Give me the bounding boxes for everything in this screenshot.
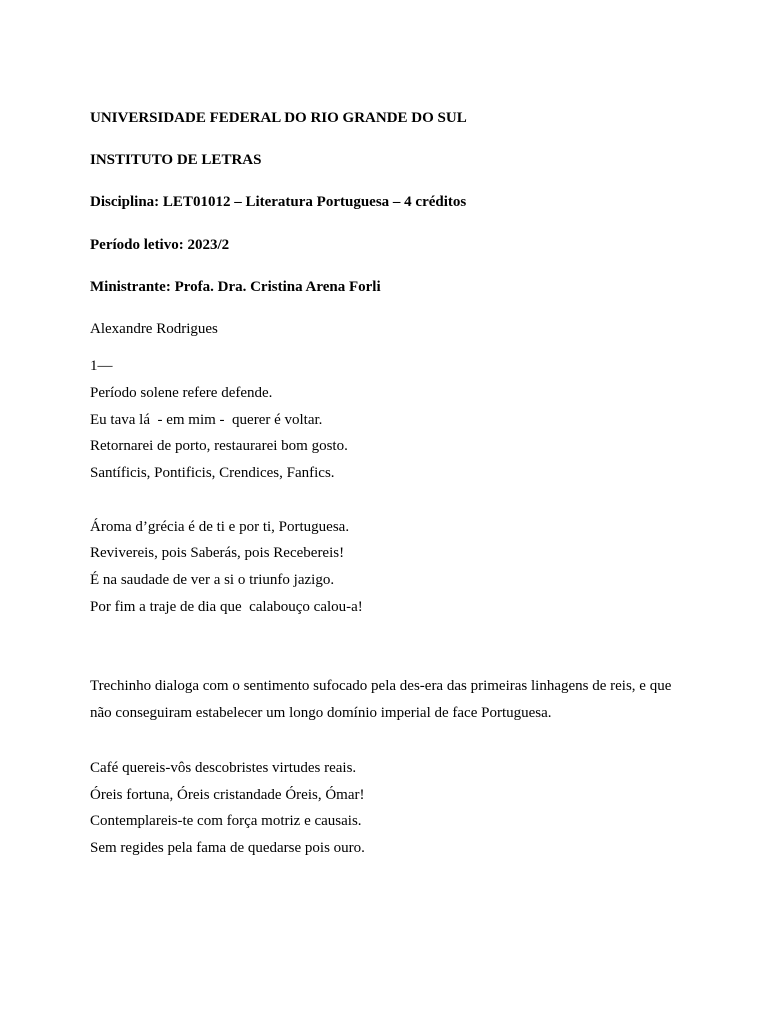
commentary-paragraph: Trechinho dialoga com o sentimento sufocado pela des-era das primeiras linhagens de reis, e que não conseguiram estabelecer um longo domínio imperial de face Portuguesa.: [90, 678, 672, 721]
period-line: Período letivo: 2023/2: [90, 237, 230, 253]
poem-number: 1—: [90, 358, 113, 374]
poem1-stanza1-line: Retornarei de porto, restaurarei bom gosto.: [90, 438, 348, 454]
poem1-stanza2-line: Por fim a traje de dia que calabouço calou-a!: [90, 599, 363, 615]
poem1-stanza2-line: É na saudade de ver a si o triunfo jazigo.: [90, 572, 335, 588]
poem1-stanza1-line: Período solene refere defende.: [90, 385, 273, 401]
discipline-line: Disciplina: LET01012 – Literatura Portuguesa – 4 créditos: [90, 194, 467, 210]
poem2-stanza1-line: Contemplareis-te com força motriz e causais.: [90, 813, 362, 829]
instructor-line: Ministrante: Profa. Dra. Cristina Arena Forli: [90, 279, 381, 295]
poem1-stanza2-line: Revivereis, pois Saberás, pois Recebereis!: [90, 545, 345, 561]
poem1-stanza1-line: Eu tava lá - em mim - querer é voltar.: [90, 412, 323, 428]
student-name: Alexandre Rodrigues: [90, 321, 218, 337]
poem2-stanza1-line: Sem regides pela fama de quedarse pois ouro.: [90, 840, 365, 856]
poem1-stanza1-line: Santíficis, Pontificis, Crendices, Fanfics.: [90, 465, 335, 481]
university-heading: UNIVERSIDADE FEDERAL DO RIO GRANDE DO SUL: [90, 110, 467, 126]
poem1-stanza2-line: Ároma d’grécia é de ti e por ti, Portuguesa.: [90, 519, 350, 535]
poem2-stanza1-line: Óreis fortuna, Óreis cristandade Óreis, Ómar!: [90, 787, 365, 803]
poem2-stanza1-line: Café quereis-vôs descobristes virtudes reais.: [90, 760, 357, 776]
institute-heading: INSTITUTO DE LETRAS: [90, 152, 262, 168]
